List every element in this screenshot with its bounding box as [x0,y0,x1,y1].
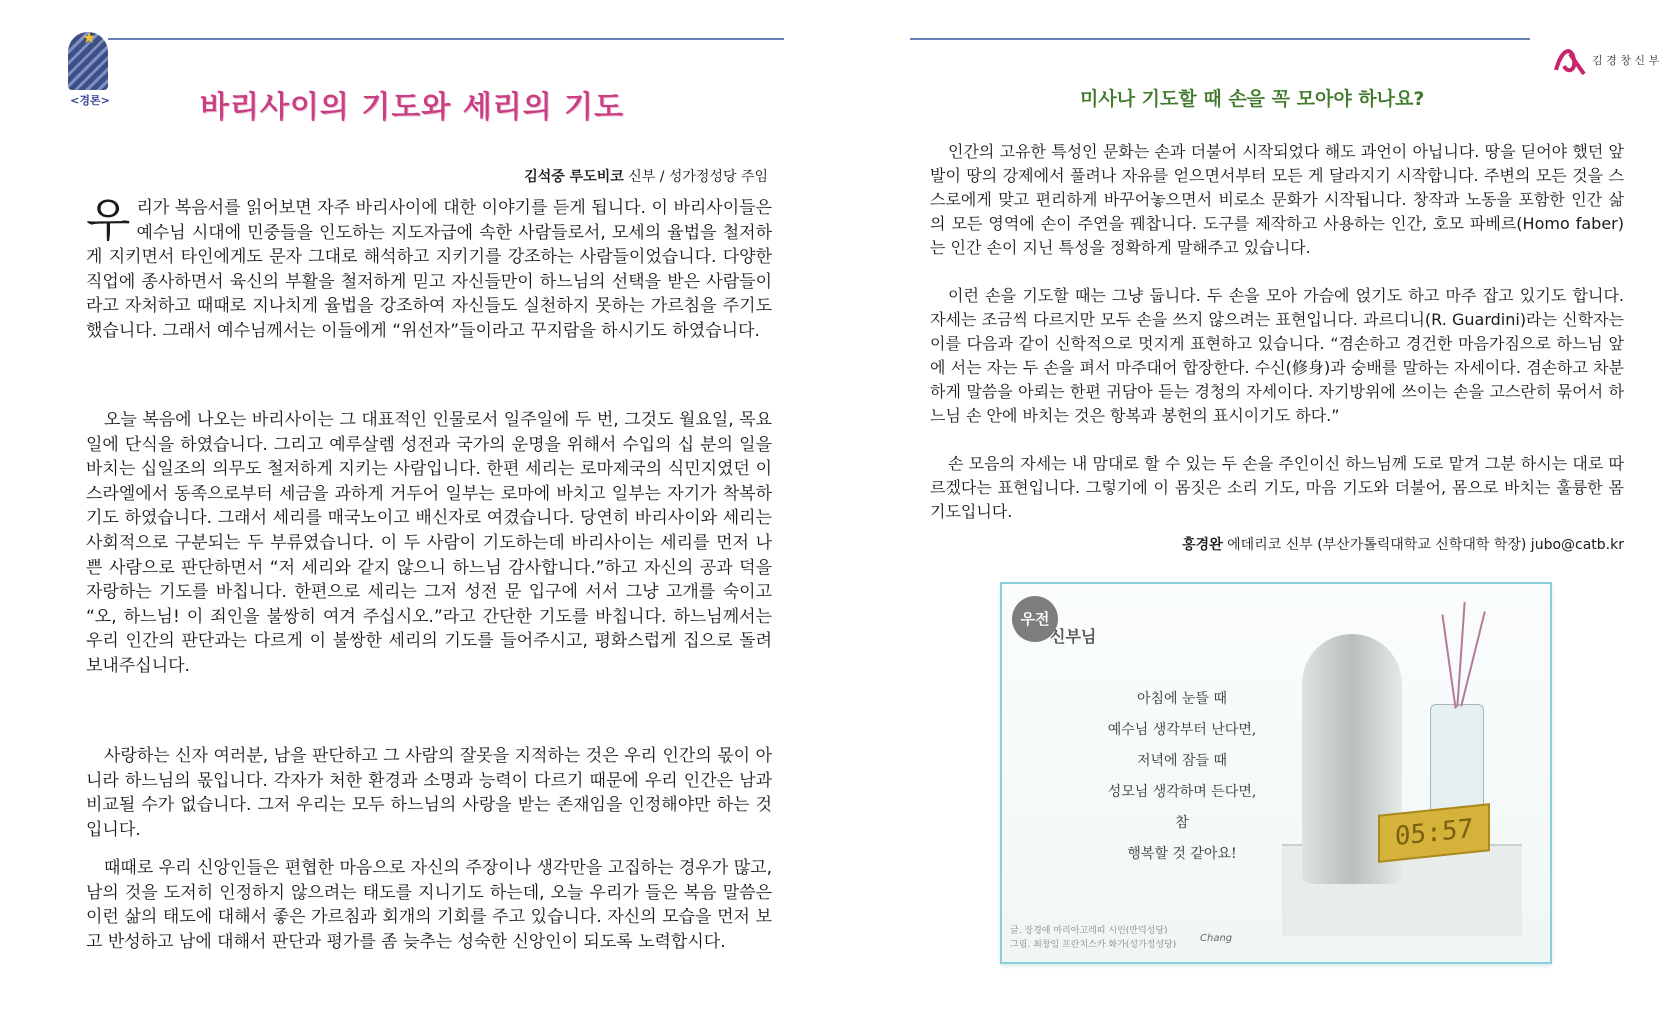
header-rule [910,38,1530,40]
poem-line: 아침에 눈뜰 때 [1136,691,1228,707]
digital-clock: 05:57 [1378,803,1490,863]
paragraph-1 [86,193,772,344]
article-byline [524,166,768,186]
poem-line: 저녁에 잠들 때 [1136,753,1228,769]
article-title: 미사나 기도할 때 손을 꼭 모아야 하나요? [1080,88,1425,110]
article-title: 바리사이의 기도와 세리의 기도 [200,90,625,125]
paragraph-2: 오늘 복음에 나오는 바리사이는 그 대표적인 인물로서 일주일에 두 번, 그것도 월요일, 목요일에 단식을 하였습니다. 그리고 예루살렘 성전과 국가의 운명을 위해서 수입의 십 분의 일을 바치는 십일조의 의무도 철저하게 지키는 사람입니다. 한편 세리는 로마제국의 식민지였던 이스라엘에서 동족으로부터 세금을 과하게 거두어 일부는 로마에 바치고 일부는 자기가 착복하기도 하였습니다. 그래서 세리를 매국노이고 배신자로 여겼습니다. 당연히 바리사이와 세리는 사회적으로 구분되는 두 부류였습니다. 이 두 사람이 기도하는데 바리사이는 세리를 먼저 나쁜 사람으로 판단하면서 “저 세리와 같지 않으니 하느님 감사합니다.”하고 자신의 공과 덕을 자랑하는 기도를 바칩니다. 한편으로 세리는 그저 성전 문 입구에 서서 그냥 고개를 숙이고 “오, 하느님! 이 죄인을 불쌍히 여겨 주십시오.”라고 간단한 기도를 바칩니다. 하느님께서는 우리 인간의 판단과는 다르게 이 불쌍한 세리의 기도를 들어주시고, 평화스럽게 집으로 돌려 보내주십니다. [86,410,772,676]
church-window-icon [68,28,108,90]
header-rule [108,38,784,40]
author-details: 에데리코 신부 (부산가톨릭대학교 신학대학 학장) jubo@catb.kr [1222,537,1624,553]
poem-line: 행복할 것 같아요! [1127,846,1237,862]
paragraph-4: 때때로 우리 신앙인들은 편협한 마음으로 자신의 주장이나 생각만을 고집하는 경우가 많고, 남의 것을 도저히 인정하지 않으려는 태도를 지니기도 하는데, 오늘 우리가 들은 복음 말씀은 이런 삶의 태도에 대해서 좋은 가르침과 회개의 기회를 주고 있습니다. 자신의 모습을 먼저 보고 반성하고 남에 대해서 판단과 평가를 좀 늦추는 성숙한 신앙인이 되도록 노력합시다. [86,858,772,952]
poem-line: 참 [1175,815,1189,831]
credit-artist: 그림. 최창임 프란치스카 화가(성가정성당) [1010,940,1177,950]
logo-label: <경론> [70,94,110,107]
paragraph-3: 사랑하는 신자 여러분, 남을 판단하고 그 사람의 잘못을 지적하는 것은 우리 인간의 몫이 아니라 하느님의 몫입니다. 각자가 처한 환경과 소명과 능력이 다르기 때문에 우리 인간은 남과 비교될 수가 없습니다. 그저 우리는 모두 하느님의 사랑을 받는 존재임을 인정해야만 하는 것입니다. [86,746,772,840]
badge-subtitle: 신부님 [1050,627,1097,646]
artist-signature: Chang [1200,933,1233,944]
author-role: 신부 / 성가정성당 주임 [623,169,768,185]
paragraph-1: 인간의 고유한 특성인 문화는 손과 더불어 시작되었다 해도 과언이 아닙니다. 땅을 딛어야 했던 앞발이 땅의 강제에서 풀려나 자유를 얻으면서부터 모든 게 달라지기 시작합니다. 주변의 모든 것을 스스로에게 맞고 편리하게 바꾸어놓으면서 비로소 문화가 시작됩니다. 창작과 노동을 포함한 인간 삶의 모든 영역에 손이 주연을 꿰찹니다. 도구를 제작하고 사용하는 인간, 호모 파베르(Homo faber)는 인간 손이 지닌 특성을 정확하게 말해주고 있습니다. [930,142,1624,257]
star-icon: ★ [82,28,97,47]
paragraph-2: 이런 손을 기도할 때는 그냥 둡니다. 두 손을 모아 가슴에 얹기도 하고 마주 잡고 있기도 합니다. 자세는 조금씩 다르지만 모두 손을 쓰지 않으려는 표현입니다. 과르디니(R. Guardini)라는 신학자는 이를 다음과 같이 신학적으로 멋지게 표현하고 있습니다. “겸손하고 경건한 마음가짐으로 하느님 앞에 서는 자는 두 손을 펴서 마주대어 합장한다. 수신(修身)과 숭배를 말하는 자세이다. 겸손하고 차분하게 말씀을 아뢰는 한편 귀담아 듣는 경청의 자세이다. 자기방위에 쓰이는 손을 고스란히 묶어서 하느님 손 안에 바치는 것은 항복과 봉헌의 표시이기도 하다.” [930,286,1624,425]
drop-cap: 우 [86,193,131,247]
badge-circle: 우전 [1012,596,1058,642]
illustration-card [1000,582,1552,964]
right-page [900,0,1680,1020]
reed-stick [1441,614,1456,708]
paragraph-1-text: 리가 복음서를 읽어보면 자주 바리사이에 대한 이야기를 듣게 됩니다. 이 바리사이들은 예수님 시대에 민중들을 인도하는 지도자급에 속한 사람들로서, 모세의 율법을 철저하게 지키면서 타인에게도 문자 그대로 해석하고 지키기를 강조하는 사람들이었습니다. 다양한 직업에 종사하면서 육신의 부활을 철저하게 믿고 자신들만이 하느님의 선택을 받은 사람들이라고 자처하고 때때로 지나치게 율법을 강조하여 자신들도 실천하지 못하는 가르침을 주기도 했습니다. 그래서 예수님께서는 이들에게 “위선자”들이라고 꾸지람을 하시기도 하였습니다. [86,198,772,341]
calligraphy-logo-icon [1550,40,1660,78]
illustration-credits [1010,924,1176,952]
author-name: 김석중 루도비코 [524,169,624,185]
poem [1032,684,1332,870]
left-page [0,0,800,1020]
sermon-logo [68,28,112,107]
poem-line: 예수님 생각부터 난다면, [1107,722,1257,738]
diffuser-vase-icon [1430,704,1484,816]
corner-logo-text: 김 경 창 신 부 [1592,54,1660,67]
paragraph-3: 손 모음의 자세는 내 맘대로 할 수 있는 두 손을 주인이신 하느님께 도로 맡겨 그분 하시는 대로 따르겠다는 표현입니다. 그렇기에 이 몸짓은 소리 기도, 마음 기도와 더불어, 몸으로 바치는 훌륭한 몸기도입니다. [930,454,1624,521]
poem-line: 성모님 생각하며 든다면, [1107,784,1257,800]
author-name: 홍경완 [1182,537,1223,553]
article-byline [1182,534,1624,554]
credit-writer: 글. 장경애 마리아고레띠 시인(만덕성당) [1010,926,1168,936]
